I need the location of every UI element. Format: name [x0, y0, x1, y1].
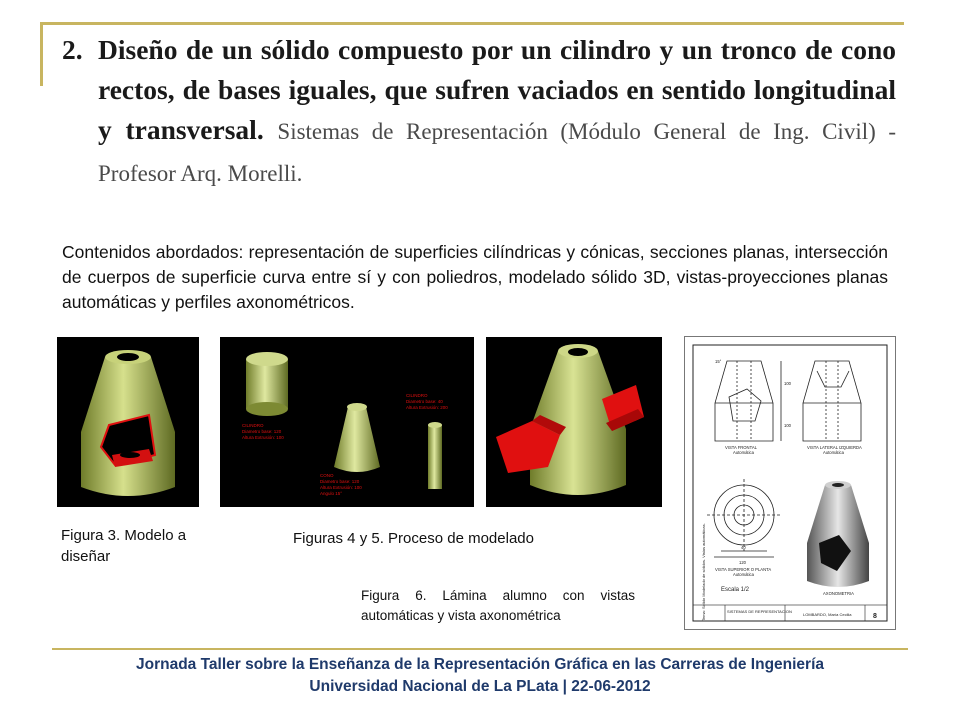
sheet-title-block: SISTEMAS DE REPRESENTACION	[727, 609, 792, 614]
sheet-view-top-sub: Automática	[733, 572, 754, 577]
figure-4-image	[220, 337, 474, 507]
slide-title	[62, 30, 896, 194]
sheet-view-lateral: VISTA LATERAL IZQUIERDA	[807, 445, 862, 450]
footer-line-1: Jornada Taller sobre la Enseñanza de la Representación Gráfica en las Carreras de Ingeniería	[135, 656, 825, 673]
top-rule	[40, 22, 904, 25]
sheet-view-front: VISTA FRONTAL	[725, 445, 757, 450]
label-cilindro-diam: Diametro base: 120	[242, 429, 282, 434]
figure-3-image	[57, 337, 199, 507]
label-cono-angle: Angulo 15°	[320, 491, 343, 496]
sheet-dim-40: 40	[741, 545, 746, 550]
sheet-axo: AXONOMETRIA	[823, 591, 854, 596]
figure-45-caption: Figuras 4 y 5. Proceso de modelado	[293, 530, 534, 547]
sheet-dim-100-top: 100	[784, 381, 791, 386]
label-cono-diam: Diametro base: 120	[320, 479, 360, 484]
label-cilindro-alt: Altura Extrusión: 100	[242, 435, 284, 440]
figure-5-image	[486, 337, 662, 507]
sheet-student: LOMBARDO, María Cecilia	[803, 612, 852, 617]
figure-6-caption: Figura 6. Lámina alumno con vistas automáticas y vista axonométrica	[361, 588, 635, 623]
bottom-rule	[52, 648, 908, 650]
label-cono-alt: Altura Extrusión: 100	[320, 485, 362, 490]
contents-paragraph: Contenidos abordados: representación de superficies cilíndricas y cónicas, secciones planas, intersección de cuerpos de superficie curva entre sí y con poliedros, modelado sólido 3D, vistas-proyecciones planas automáticas y perfiles axonométricos.	[62, 242, 888, 312]
sheet-side-text: Tema: Sólido Modelado de sólidos. Vistas automáticas.	[701, 523, 706, 621]
label-cilindro-title: CILINDRO	[242, 423, 264, 428]
label-cil2-title: CILINDRO	[406, 393, 428, 398]
footer	[40, 654, 920, 698]
title-number: 2.	[62, 34, 83, 65]
title-bold: Diseño de un sólido compuesto por un cilindro y un tronco de cono rectos, de bases iguales, que sufren vaciados en sentido longitudinal y transversal.	[98, 34, 896, 145]
sheet-angle: 15°	[715, 359, 722, 364]
sheet-view-front-sub: Automática	[733, 450, 754, 455]
label-cono-title: CONO	[320, 473, 334, 478]
footer-line-2: Universidad Nacional de La PLata | 22-06-2012	[309, 678, 651, 695]
sheet-dim-100-bottom: 100	[784, 423, 791, 428]
sheet-dim-120: 120	[739, 560, 746, 565]
label-cil2-alt: Altura Extrusión: 200	[406, 405, 448, 410]
side-rule	[40, 22, 43, 86]
label-cil2-diam: Diametro base: 40	[406, 399, 443, 404]
figure-3-caption: Figura 3. Modelo a diseñar	[61, 527, 187, 565]
sheet-view-top: VISTA SUPERIOR O PLANTA	[715, 567, 772, 572]
sheet-number: 8	[873, 613, 877, 620]
figure-6-sheet	[684, 336, 896, 630]
title-subtitle: Sistemas de Representación (Módulo General de Ing. Civil) - Profesor Arq. Morelli.	[98, 119, 897, 186]
sheet-view-lateral-sub: Automática	[823, 450, 844, 455]
sheet-scale: Escala 1/2	[721, 587, 750, 593]
